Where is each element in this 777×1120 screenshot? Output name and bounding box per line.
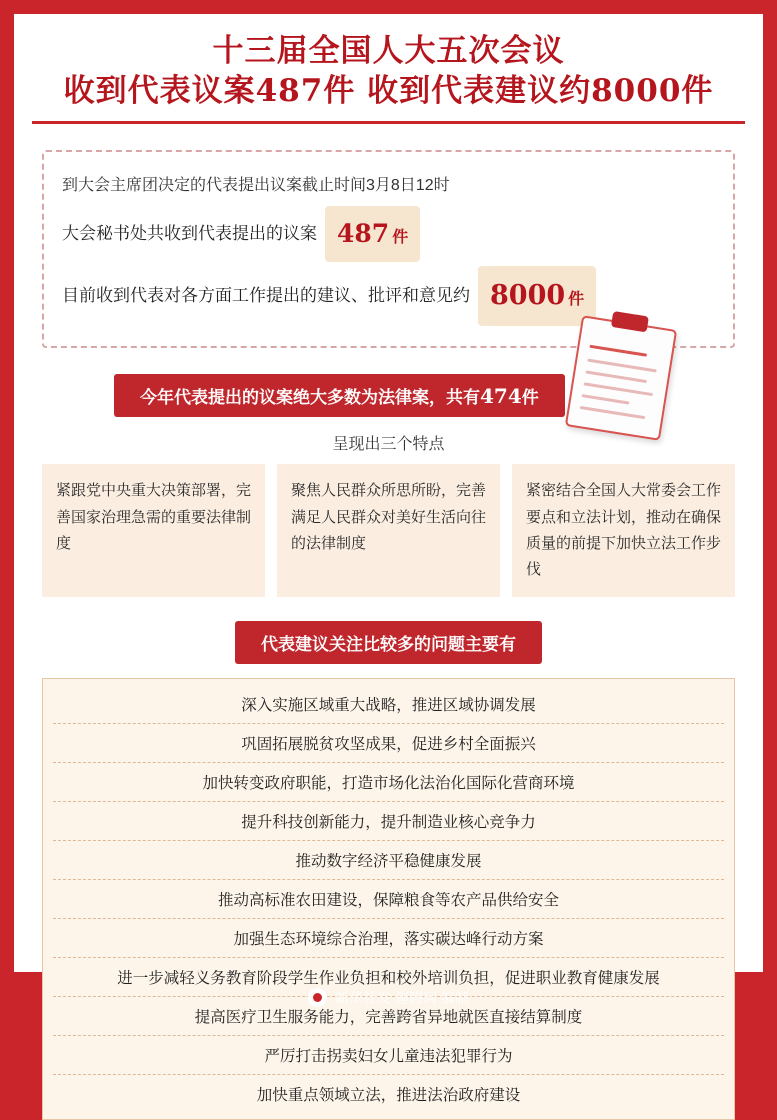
footer-credit: 新华社发 施鳗珂 编制 — [335, 989, 469, 1006]
list-item: 推动数字经济平稳健康发展 — [53, 841, 724, 880]
summary-deadline-text: 到大会主席团决定的代表提出议案截止时间3月8日12时 — [62, 177, 450, 195]
list-item: 推动高标准农田建设，保障粮食等农产品供给安全 — [53, 880, 724, 919]
law-feature-columns — [42, 464, 735, 597]
summary-motions-row — [62, 206, 715, 262]
suggestions-banner-row — [14, 621, 763, 664]
law-banner-number: 474 — [480, 384, 522, 409]
summary-suggestions-label: 目前收到代表对各方面工作提出的建议、批评和意见约 — [62, 286, 470, 306]
law-banner-suffix: 件 — [521, 388, 539, 408]
law-subtitle: 呈现出三个特点 — [332, 436, 445, 454]
title-divider — [32, 121, 745, 124]
clipboard-icon — [565, 316, 677, 442]
list-item: 加快转变政府职能，打造市场化法治化国际化营商环境 — [53, 763, 724, 802]
feature-card: 聚焦人民群众所思所盼，完善满足人民群众对美好生活向往的法律制度 — [277, 464, 500, 597]
list-item: 巩固拓展脱贫攻坚成果，促进乡村全面振兴 — [53, 724, 724, 763]
list-item: 严厉打击拐卖妇女儿童违法犯罪行为 — [53, 1036, 724, 1075]
list-item: 加快重点领域立法，推进法治政府建设 — [256, 1087, 521, 1105]
motions-count-badge — [325, 206, 420, 262]
title-line-1: 十三届全国人大五次会议 — [212, 33, 565, 69]
list-item: 提升科技创新能力，提升制造业核心竞争力 — [53, 802, 724, 841]
title-line-2: 收到代表议案487件 收到代表建议约8000件 — [63, 72, 714, 109]
suggestions-count-value: 8000 — [490, 280, 566, 312]
feature-card: 紧密结合全国人大常委会工作要点和立法计划，推动在确保质量的前提下加快立法工作步伐 — [512, 464, 735, 597]
law-banner-prefix: 今年代表提出的议案绝大多数为法律案，共有 — [140, 388, 480, 408]
list-item: 加强生态环境综合治理，落实碳达峰行动方案 — [53, 919, 724, 958]
suggestions-count-unit: 件 — [568, 291, 585, 309]
feature-card: 紧跟党中央重大决策部署，完善国家治理急需的重要法律制度 — [42, 464, 265, 597]
motions-count-value: 487 — [337, 219, 390, 249]
summary-deadline-row — [62, 170, 715, 202]
footer — [0, 972, 777, 1023]
list-item: 深入实施区域重大战略，推进区域协调发展 — [53, 685, 724, 724]
suggestions-list — [42, 678, 735, 1120]
suggestions-banner: 代表建议关注比较多的问题主要有 — [235, 621, 542, 664]
suggestions-count-badge — [478, 266, 596, 326]
page-title — [14, 14, 763, 134]
law-banner — [114, 374, 565, 417]
list-item: 进一步减轻义务教育阶段学生作业负担和校外培训负担，促进职业教育健康发展 — [53, 958, 724, 997]
list-item: 提高医疗卫生服务能力，完善跨省异地就医直接结算制度 — [53, 997, 724, 1036]
motions-count-unit: 件 — [392, 229, 409, 247]
xinhua-logo-icon — [308, 988, 327, 1007]
law-banner-row — [14, 374, 763, 417]
summary-motions-label: 大会秘书处共收到代表提出的议案 — [62, 224, 317, 244]
